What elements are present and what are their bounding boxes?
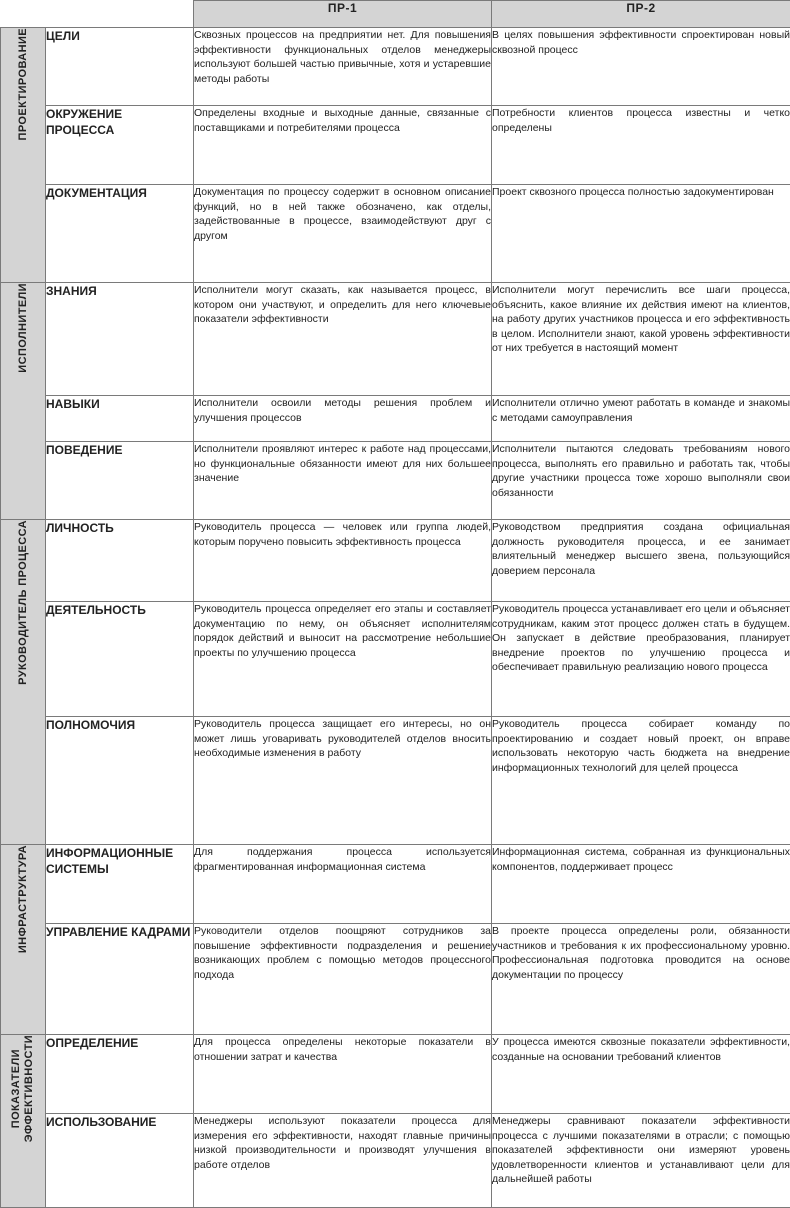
table-row [1,185,790,283]
pr1-text: Для процесса определены некоторые показатели в отношении затрат и качества [194,1035,492,1114]
pr2-text: Менеджеры сравнивают показатели эффективности процесса с лучшими показателями в отрасли; с помощью показателей эффективности они измеряют уровень удовлетворенности клиентов и устанавливают цели для дальнейшей работы [492,1114,790,1208]
pr1-text: Руководитель процесса определяет его этапы и составляет документацию по нему, он объясняет исполнителям порядок действий и выносит на рассмотрение небольшие проекты по улучшению процесса [194,602,492,717]
pr2-text: Руководитель процесса собирает команду по проектированию и создает новый проект, он вправе использовать некоторую часть бюджета на внедрение информационных технологий для целей процесса [492,717,790,845]
pr1-text: Исполнители проявляют интерес к работе над процессами, но функциональные обязанности имеют для них большее значение [194,442,492,520]
row-label: ЦЕЛИ [46,28,194,106]
row-label: НАВЫКИ [46,396,194,442]
row-label: ИНФОРМАЦИОННЫЕ СИСТЕМЫ [46,845,194,924]
group-label-performers: ИСПОЛНИТЕЛИ [17,283,30,373]
pr1-text: Руководитель процесса защищает его интересы, но он может лишь уговаривать руководителей отделов вносить необходимые изменения в работу [194,717,492,845]
row-label: ДОКУМЕНТАЦИЯ [46,185,194,283]
table-row [1,520,790,602]
group-metrics [1,1035,46,1208]
group-label-infrastructure: ИНФРАСТРУКТУРА [17,845,30,953]
column-header-pr1: ПР-1 [194,1,492,28]
table-row [1,396,790,442]
table-row [1,602,790,717]
pr2-text: Исполнители пытаются следовать требованиям нового процесса, выполнять его правильно и работать так, чтобы другие участники процесса тоже хорошо выполняли свои обязанности [492,442,790,520]
pr1-text: Руководитель процесса — человек или группа людей, которым поручено повысить эффективность процесса [194,520,492,602]
pr1-text: Менеджеры используют показатели процесса для измерения его эффективности, находят главные причины низкой производительности и производят улучшения в работе отделов [194,1114,492,1208]
pr2-text: Руководитель процесса устанавливает его цели и объясняет сотрудникам, каким этот процесс должен стать в будущем. Он запускает в действие преобразования, планирует внедрение проектов по улучшению процесса и обеспечивает правильную реализацию нового процесса [492,602,790,717]
table-row [1,1114,790,1208]
row-label: ОКРУЖЕНИЕ ПРОЦЕССА [46,106,194,185]
group-performers [1,283,46,520]
row-label: ОПРЕДЕЛЕНИЕ [46,1035,194,1114]
pr2-text: Исполнители отлично умеют работать в команде и знакомы с методами самоуправления [492,396,790,442]
row-label: ПОВЕДЕНИЕ [46,442,194,520]
row-label: ИСПОЛЬЗОВАНИЕ [46,1114,194,1208]
group-label-metrics-line1: ПОКАЗАТЕЛИ [10,1049,22,1128]
column-header-pr2: ПР-2 [492,1,790,28]
table-row [1,283,790,396]
pr2-text: В проекте процесса определены роли, обязанности участников и требования к их профессиональному уровню. Профессиональная подготовка проводится на основе документации по процессу [492,924,790,1035]
row-label: ПОЛНОМОЧИЯ [46,717,194,845]
pr2-text: Информационная система, собранная из функциональных компонентов, поддерживает процесс [492,845,790,924]
table-row [1,924,790,1035]
table-row [1,106,790,185]
table-row [1,845,790,924]
table-row [1,442,790,520]
group-label-metrics [10,1035,36,1142]
pr1-text: Руководители отделов поощряют сотрудников за повышение эффективности подразделения и решение возникающих проблем с помощью методов процессного подхода [194,924,492,1035]
pr1-text: Определены входные и выходные данные, связанные с поставщиками и потребителями процесса [194,106,492,185]
table-row [1,28,790,106]
group-design [1,28,46,283]
pr1-text: Исполнители могут сказать, как называется процесс, в котором они участвуют, и определить для него ключевые показатели эффективности [194,283,492,396]
group-infrastructure [1,845,46,1035]
group-owner [1,520,46,845]
group-label-metrics-line2: ЭФФЕКТИВНОСТИ [23,1035,35,1142]
row-label: ЛИЧНОСТЬ [46,520,194,602]
group-label-owner: РУКОВОДИТЕЛЬ ПРОЦЕССА [17,520,30,685]
pr2-text: В целях повышения эффективности спроектирован новый сквозной процесс [492,28,790,106]
pr1-text: Документация по процессу содержит в основном описание функций, но в ней также обозначено, как отделы, задействованные в процессе, взаимодействуют друг с другом [194,185,492,283]
pr1-text: Сквозных процессов на предприятии нет. Для повышения эффективности функциональных отделов менеджеры используют большей частью привычные, хотя и устаревшие методы работы [194,28,492,106]
row-label: УПРАВЛЕНИЕ КАДРАМИ [46,924,194,1035]
row-label: ЗНАНИЯ [46,283,194,396]
table-row [1,717,790,845]
pr1-text: Для поддержания процесса используется фрагментированная информационная система [194,845,492,924]
header-corner [1,1,194,28]
group-label-design: ПРОЕКТИРОВАНИЕ [17,28,30,140]
header-row [1,1,790,28]
pr2-text: Исполнители могут перечислить все шаги процесса, объяснить, какое влияние их действия имеют на клиентов, на работу других участников процесса и его эффективность в целом. Исполнители знают, какой уровень эффективности от них требуется в настоящий момент [492,283,790,396]
row-label: ДЕЯТЕЛЬНОСТЬ [46,602,194,717]
table-row [1,1035,790,1114]
pr2-text: У процесса имеются сквозные показатели эффективности, созданные на основании требований клиентов [492,1035,790,1114]
pr2-text: Руководством предприятия создана официальная должность руководителя процесса, и ее занимает влиятельный менеджер высшего звена, пользующийся доверием персонала [492,520,790,602]
pr2-text: Проект сквозного процесса полностью задокументирован [492,185,790,283]
pr1-text: Исполнители освоили методы решения проблем и улучшения процессов [194,396,492,442]
pr2-text: Потребности клиентов процесса известны и четко определены [492,106,790,185]
